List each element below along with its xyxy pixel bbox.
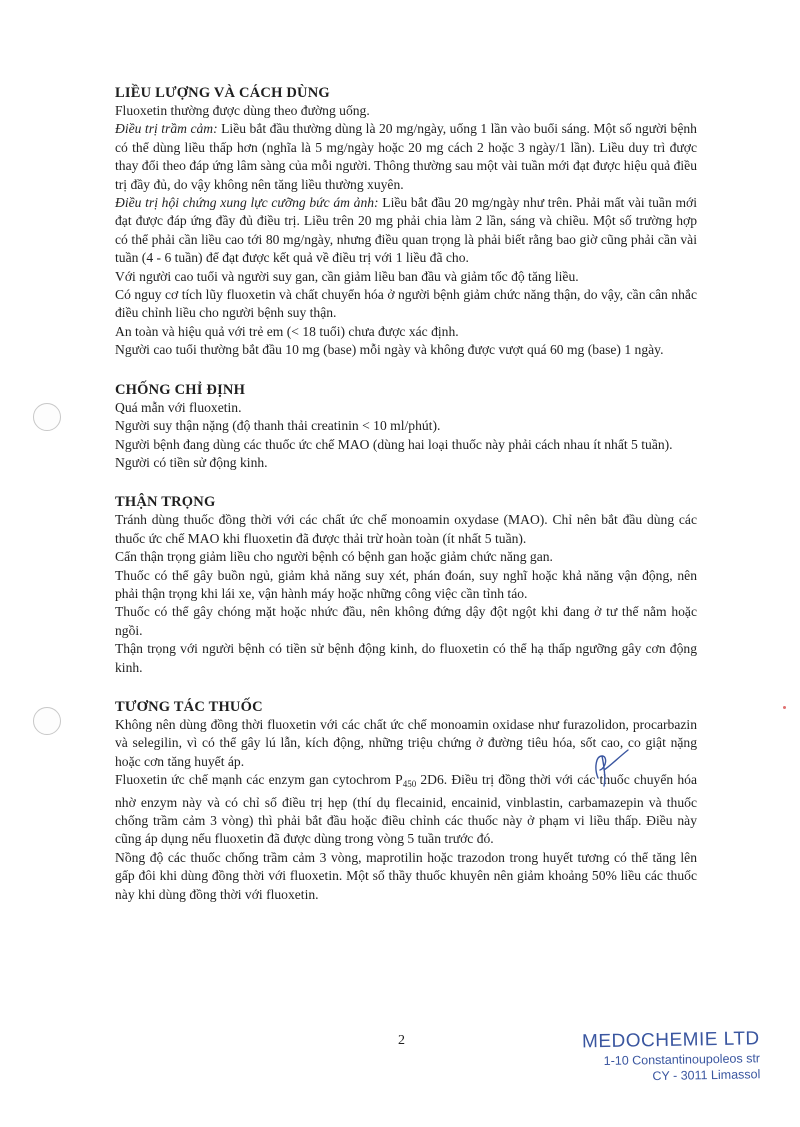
- section-dosage: [115, 84, 697, 360]
- paragraph: Quá mẫn với fluoxetin.: [115, 399, 242, 415]
- paragraph: Fluoxetin ức chế mạnh các enzym gan cytochrom $P_{450}$ 2D6. Điều trị đồng thời với các thuốc chuyển hóa nhờ enzym này và có chỉ số điều trị hẹp (thí dụ flecainid, encainid, vinblastin, carbamazepin và thuốc chống trầm cảm 3 vòng) thì phải bắt đầu hoặc điều chỉnh các thuốc này ở phạm vi liều thấp. Điều này cũng áp dụng nếu fluoxetin đã được dùng trong vòng 5 tuần trước đó.: [115, 772, 697, 847]
- paragraph: Có nguy cơ tích lũy fluoxetin và chất chuyển hóa ở người bệnh giảm chức năng thận, do vậy, cần cân nhắc điều chỉnh liều cho người bệnh suy thận.: [115, 287, 697, 321]
- signature-mark: [588, 748, 648, 788]
- section-interactions: [115, 698, 697, 904]
- subscript: 450: [402, 779, 417, 790]
- punch-hole-bottom: [33, 707, 61, 735]
- paragraph: Cẩn thận trọng giảm liều cho người bệnh có bệnh gan hoặc giảm chức năng gan.: [115, 549, 553, 565]
- paragraph: Fluoxetin thường được dùng theo đường uống.: [115, 103, 370, 118]
- paragraph: Người cao tuổi thường bắt đầu 10 mg (base) mỗi ngày và không được vượt quá 60 mg (base) 1 ngày.: [115, 342, 664, 358]
- paragraph-lead: Điều trị trầm cảm:: [115, 121, 218, 137]
- paragraph: Thận trọng với người bệnh có tiền sử bệnh động kinh, do fluoxetin có thể hạ thấp ngưỡng gây cơn động kinh.: [115, 641, 697, 675]
- section-contraindications: [115, 381, 697, 473]
- section-title: CHỐNG CHỈ ĐỊNH: [115, 381, 246, 398]
- paragraph: Người có tiền sử động kinh.: [115, 454, 268, 470]
- paragraph: Nồng độ các thuốc chống trầm cảm 3 vòng, maprotilin hoặc trazodon trong huyết tương có thể tăng lên gấp đôi khi dùng đồng thời với fluoxetin. Một số thầy thuốc khuyên nên giảm khoảng 50% liều các thuốc này khi dùng đồng thời với fluoxetin.: [115, 849, 697, 902]
- paragraph: Thuốc có thể gây chóng mặt hoặc nhức đầu, nên không đứng dậy đột ngột khi đang ở tư thế nằm hoặc ngồi.: [115, 604, 697, 638]
- ink-speck: [783, 706, 786, 709]
- section-title: TƯƠNG TÁC THUỐC: [115, 698, 263, 715]
- paragraph: Người suy thận nặng (độ thanh thải creatinin < 10 ml/phút).: [115, 418, 441, 434]
- section-title: THẬN TRỌNG: [115, 494, 216, 511]
- paragraph: Với người cao tuổi và người suy gan, cần giảm liều ban đầu và giảm tốc độ tăng liều.: [115, 268, 579, 284]
- paragraph: Điều trị trầm cảm: Liều bắt đầu thường dùng là 20 mg/ngày, uống 1 lần vào buổi sáng. Một số người bệnh có thể dùng liều thấp hơn (nghĩa là 5 mg/ngày hoặc 20 mg cách 2 hoặc 3 ngày/1 lần). Liều duy trì được thay đổi theo đáp ứng lâm sàng của mỗi người. Thông thường sau một vài tuần mới đạt được hiệu quả điều trị đầy đủ, do vậy không nên tăng liều thường xuyên.: [115, 121, 697, 192]
- stamp-address-line: 1-10 Constantinoupoleos str: [603, 1051, 761, 1068]
- punch-hole-top: [33, 403, 61, 431]
- paragraph: Thuốc có thể gây buồn ngủ, giảm khả năng suy xét, phán đoán, suy nghĩ hoặc khả năng vận động, nên phải thận trọng khi lái xe, vận hành máy hoặc những công việc cần tỉnh táo.: [115, 567, 697, 601]
- paragraph: Điều trị hội chứng xung lực cưỡng bức ám ảnh: Liều bắt đầu 20 mg/ngày như trên. Phải mất vài tuần mới đạt được đáp ứng đầy đủ điều trị. Liều trên 20 mg phải chia làm 2 lần, sáng và chiều. Một số trường hợp có thể phải cần liều cao tới 80 mg/ngày, nhưng điều quan trọng là phải biết rằng bao giờ cũng phải cần vài tuần (4 - 6 tuần) để đạt được kết quả về điều trị với 1 liều đã cho.: [115, 195, 697, 266]
- page-number: 2: [398, 1033, 405, 1048]
- company-stamp: [560, 1028, 761, 1085]
- paragraph-lead: Điều trị hội chứng xung lực cưỡng bức ám ảnh:: [115, 195, 379, 211]
- document-page: [115, 84, 697, 925]
- section-title: LIỀU LƯỢNG VÀ CÁCH DÙNG: [115, 85, 330, 101]
- paragraph: Không nên dùng đồng thời fluoxetin với các chất ức chế monoamin oxidase như furazolidon, procarbazin và selegilin, vì có thể gây lú lẫn, kích động, những triệu chứng ở đường tiêu hóa, sốt cao, co giật nặng hoặc cơn tăng huyết áp.: [115, 716, 697, 769]
- stamp-address-line: CY - 3011 Limassol: [652, 1067, 761, 1084]
- paragraph: Người bệnh đang dùng các thuốc ức chế MAO (dùng hai loại thuốc này phải cách nhau ít nhất 5 tuần).: [115, 436, 673, 452]
- paragraph: An toàn và hiệu quả với trẻ em (< 18 tuổi) chưa được xác định.: [115, 323, 459, 339]
- stamp-company-name: MEDOCHEMIE LTD: [581, 1028, 760, 1053]
- section-precautions: [115, 493, 697, 677]
- paragraph: Tránh dùng thuốc đồng thời với các chất ức chế monoamin oxydase (MAO). Chỉ nên bắt đầu dùng các thuốc ức chế MAO khi fluoxetin đã được thải trừ hoàn toàn (ít nhất 5 tuần).: [115, 512, 697, 546]
